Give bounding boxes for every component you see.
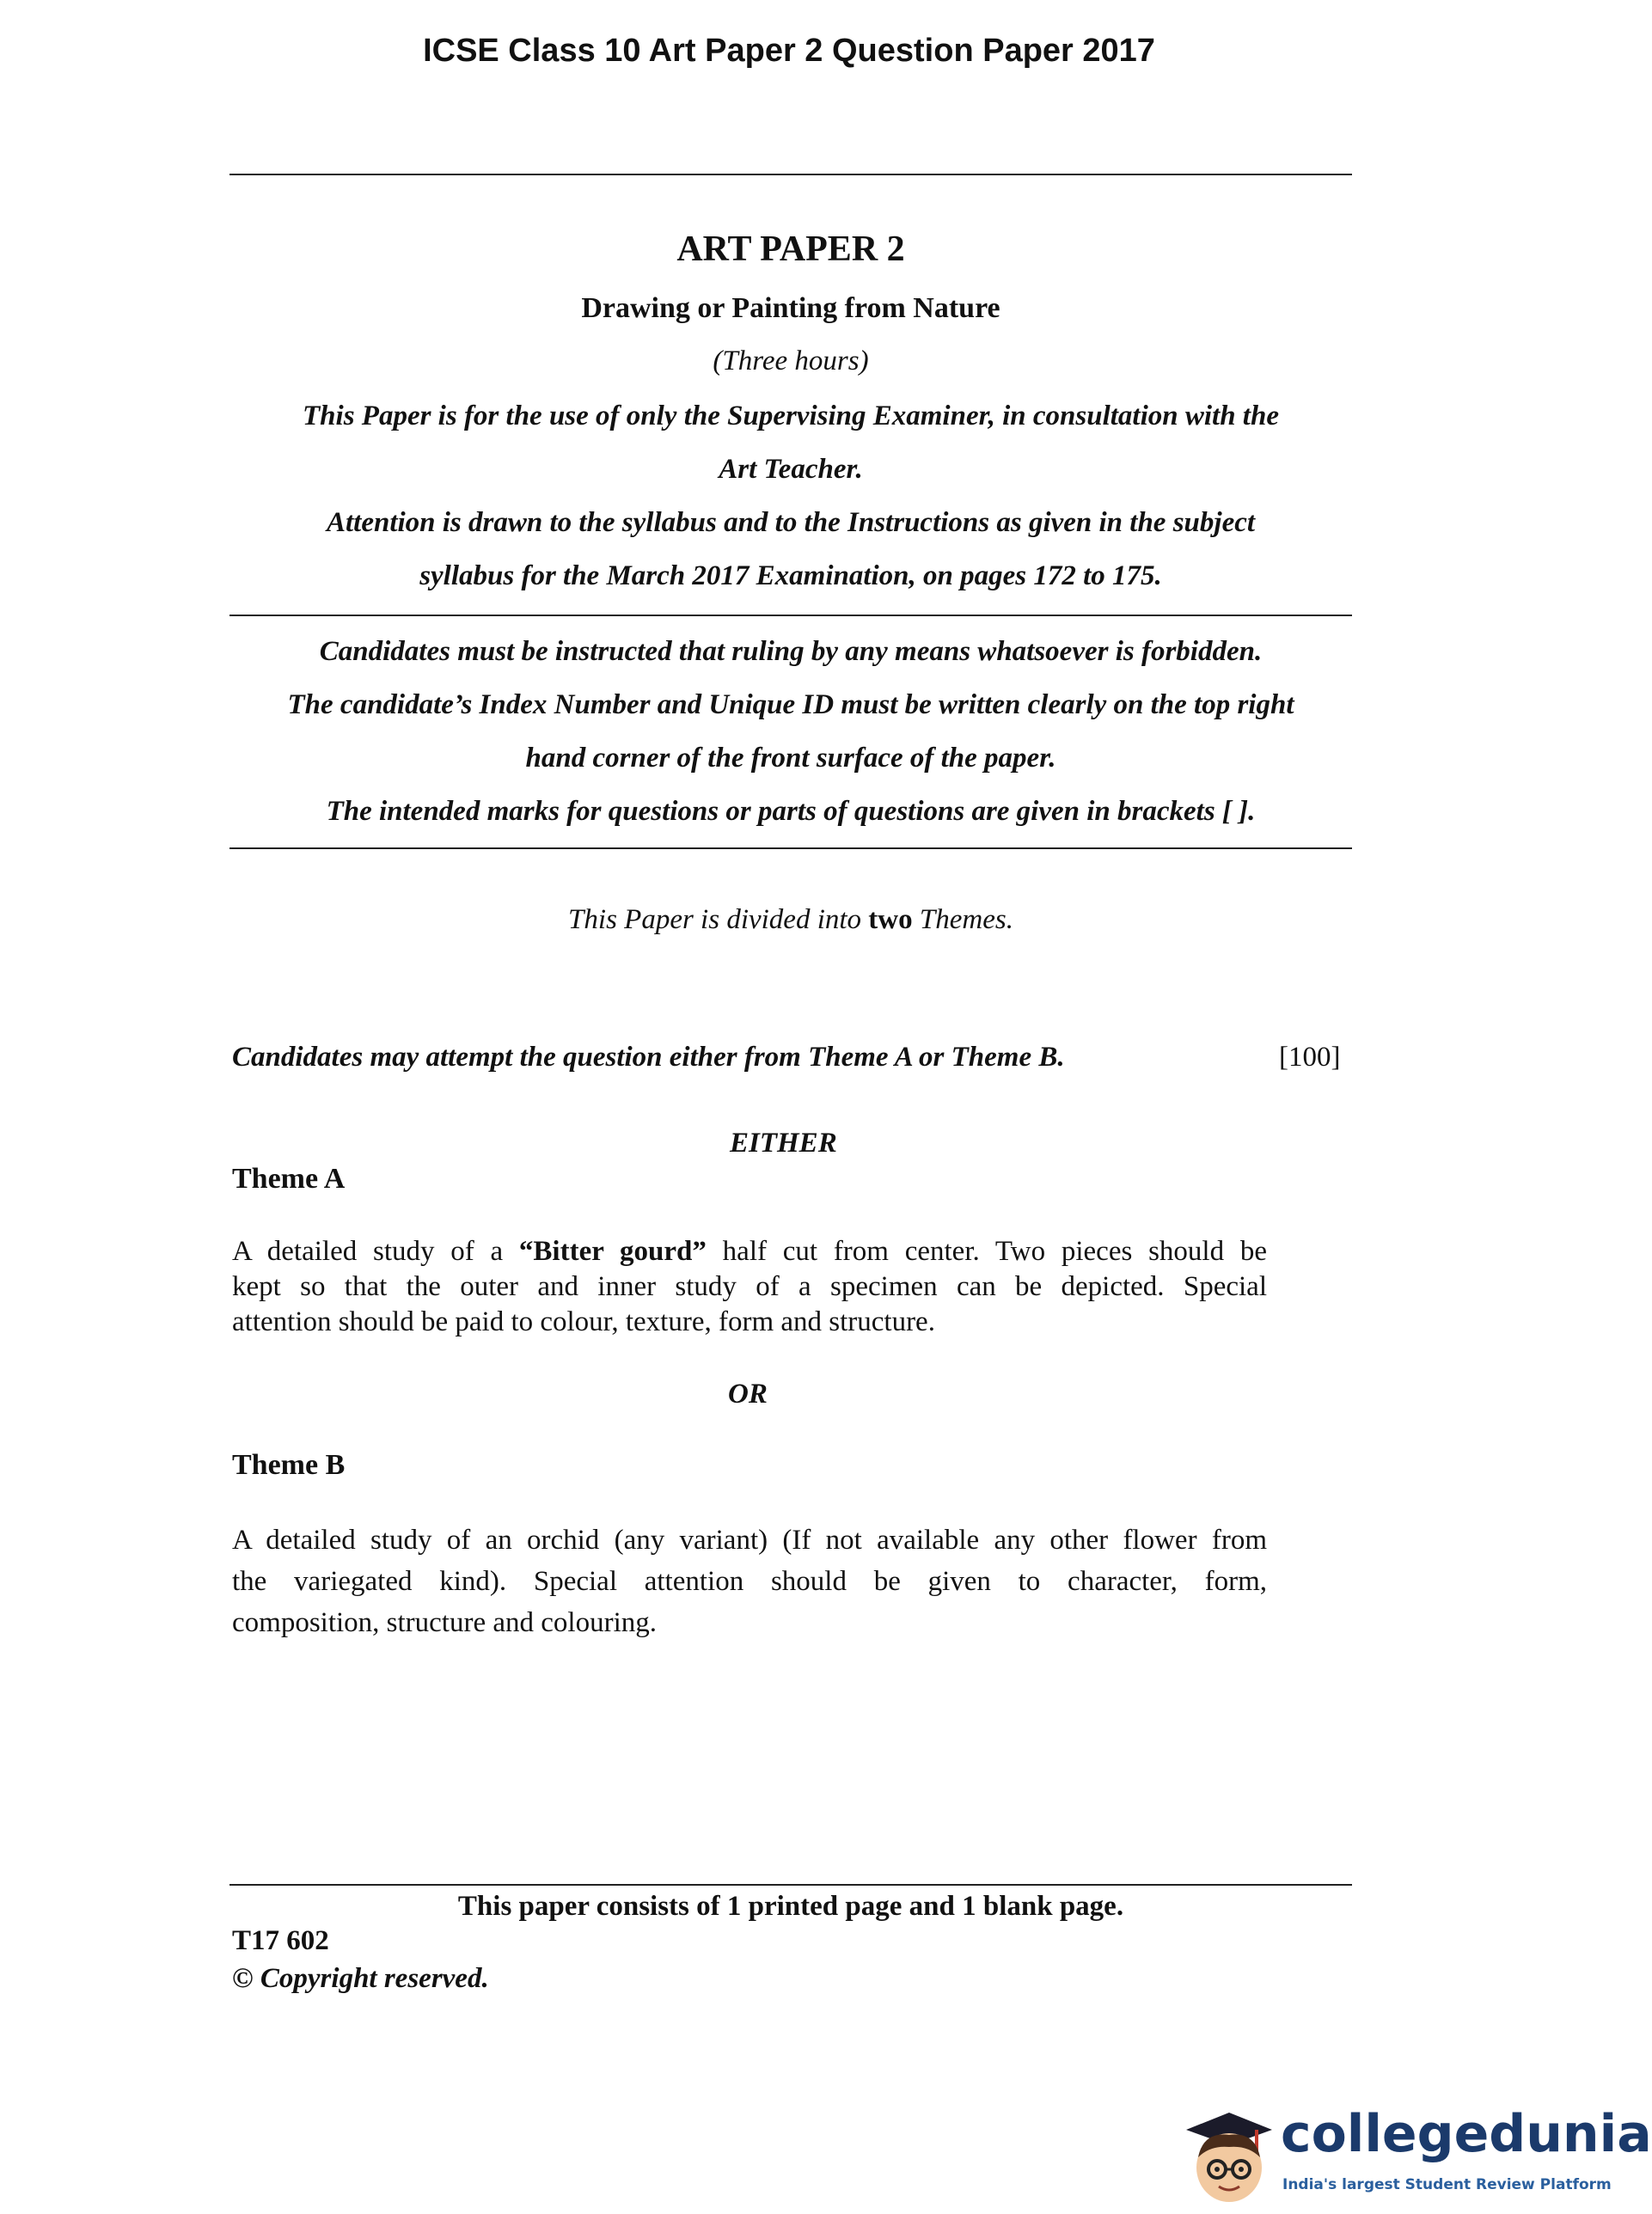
mascot-icon bbox=[1169, 2097, 1281, 2209]
theme-a-heading: Theme A bbox=[232, 1163, 346, 1195]
copyright-notice: © Copyright reserved. bbox=[232, 1963, 489, 1994]
instruction-line: Candidates must be instructed that ruling by any means whatsoever is forbidden. bbox=[319, 636, 1263, 667]
divider-footer bbox=[229, 1884, 1352, 1886]
divider-instructions-top bbox=[229, 615, 1352, 616]
total-marks: [100] bbox=[1279, 1042, 1341, 1073]
or-label: OR bbox=[728, 1379, 768, 1410]
note-line: This Paper is for the use of only the Supervising Examiner, in consultation with the bbox=[303, 401, 1279, 431]
note-line: Attention is drawn to the syllabus and to the Instructions as given in the subject bbox=[326, 507, 1256, 538]
paper-duration: (Three hours) bbox=[713, 346, 869, 376]
divider-top bbox=[229, 174, 1352, 175]
page-header-title: ICSE Class 10 Art Paper 2 Question Paper 2017 bbox=[423, 33, 1155, 69]
theme-b-heading: Theme B bbox=[232, 1449, 346, 1481]
paper-title: ART PAPER 2 bbox=[676, 229, 905, 269]
logo-tagline: India's largest Student Review Platform bbox=[1282, 2176, 1612, 2193]
instruction-line: The candidate’s Index Number and Unique ID must be written clearly on the top right bbox=[287, 689, 1294, 720]
paper-subtitle: Drawing or Painting from Nature bbox=[581, 292, 1000, 324]
divider-instructions-bottom bbox=[229, 847, 1352, 849]
instruction-line: The intended marks for questions or parts of questions are given in brackets [ ]. bbox=[326, 796, 1256, 827]
either-label: EITHER bbox=[730, 1128, 837, 1159]
themes-count-note: This Paper is divided into two Themes. bbox=[568, 904, 1013, 935]
logo-wordmark: collegedunia bbox=[1281, 2104, 1652, 2164]
instruction-line: hand corner of the front surface of the paper. bbox=[525, 743, 1056, 774]
footer-page-count: This paper consists of 1 printed page and 1 blank page. bbox=[457, 1891, 1124, 1922]
note-line: syllabus for the March 2017 Examination, on pages 172 to 175. bbox=[419, 560, 1162, 591]
theme-b-text: A detailed study of an orchid (any variant) (If not available any other flower from the variegated kind). Special attention should be given to character, form, composition, structure and colouring. bbox=[232, 1525, 1267, 1638]
paper-code: T17 602 bbox=[232, 1925, 329, 1956]
note-line: Art Teacher. bbox=[719, 454, 863, 485]
collegedunia-logo bbox=[1169, 2097, 1652, 2209]
attempt-instruction: Candidates may attempt the question either from Theme A or Theme B. bbox=[232, 1042, 1065, 1073]
theme-a-text: A detailed study of a “Bitter gourd” half cut from center. Two pieces should be kept so that the outer and inner study of a specimen can be depicted. Special attention should be paid to colour, texture, form and structure. bbox=[232, 1236, 1267, 1337]
